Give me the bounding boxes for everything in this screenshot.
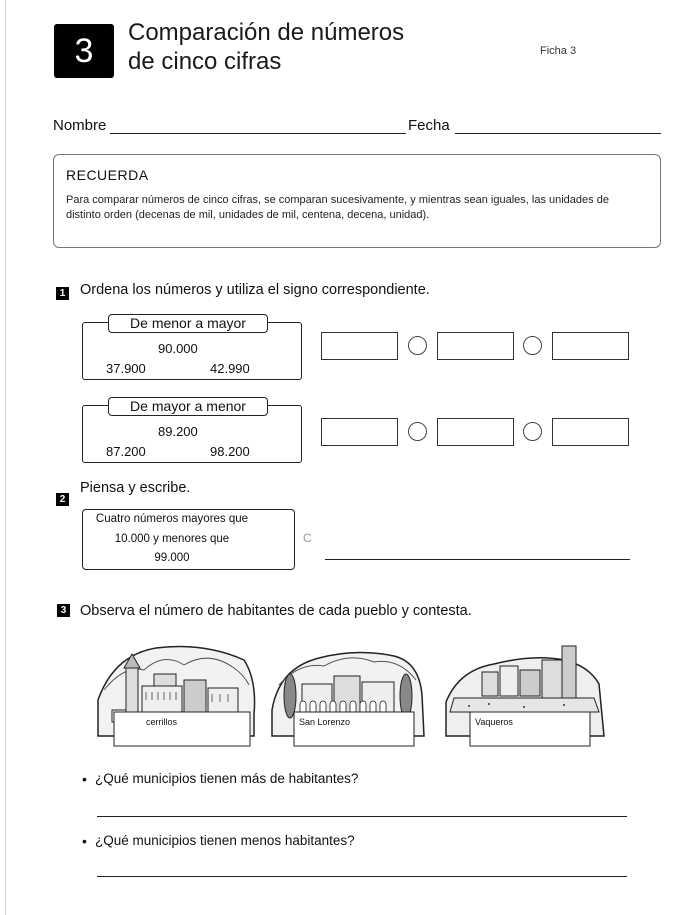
- nombre-field[interactable]: [110, 133, 406, 134]
- nombre-label: Nombre: [53, 117, 107, 134]
- village-san-lorenzo-drawing: [272, 652, 424, 746]
- village-label-san-lorenzo: San Lorenzo: [299, 717, 351, 727]
- question-3-number: 3: [57, 604, 70, 617]
- sign-circle-4[interactable]: [523, 422, 542, 441]
- village-label-vaqueros: Vaqueros: [475, 717, 513, 727]
- page-title: [128, 18, 404, 76]
- villages-illustration: [94, 640, 629, 748]
- answer-box-5[interactable]: [437, 418, 514, 446]
- answer-box-1[interactable]: [321, 332, 398, 360]
- answer-box-4[interactable]: [321, 418, 398, 446]
- bullet-1: •: [82, 771, 87, 787]
- ficha-label: Ficha 3: [540, 45, 577, 57]
- question-2-number: 2: [56, 493, 69, 506]
- number-left: 87.200: [106, 444, 146, 459]
- answer-line-fewer[interactable]: [97, 876, 627, 877]
- number-right: 98.200: [210, 444, 250, 459]
- recuerda-text: Para comparar números de cinco cifras, se comparan sucesivamente, y mientras sean iguales, las unidades de distinto orden (decenas de mil, unidades de mil, centena, decena, unidad).: [66, 194, 609, 221]
- question-3-text: Observa el número de habitantes de cada pueblo y contesta.: [80, 603, 472, 619]
- answer-box-3[interactable]: [552, 332, 629, 360]
- sign-circle-2[interactable]: [523, 336, 542, 355]
- answer-mark: C: [303, 531, 312, 545]
- answer-line-q2[interactable]: [325, 559, 630, 560]
- title-line-2: de cinco cifras: [128, 48, 282, 75]
- condition-line-2: 10.000 y menores que: [114, 533, 230, 545]
- recuerda-title: RECUERDA: [66, 167, 149, 183]
- answer-line-more[interactable]: [97, 816, 627, 817]
- condition-line-1: Cuatro números mayores que: [95, 513, 249, 525]
- ascending-label: De menor a mayor: [108, 314, 268, 333]
- question-fewer-inhabitants: ¿Qué municipios tienen menos habitantes?: [95, 833, 355, 848]
- condition-line-3: 99.000: [154, 552, 190, 564]
- number-top: 89.200: [158, 424, 198, 439]
- question-1-number: 1: [56, 287, 69, 300]
- question-1-text: Ordena los números y utiliza el signo correspondiente.: [80, 282, 430, 298]
- village-label-cerrillos: cerrillos: [146, 717, 178, 727]
- answer-box-6[interactable]: [552, 418, 629, 446]
- answer-box-2[interactable]: [437, 332, 514, 360]
- number-top: 90.000: [158, 341, 198, 356]
- number-left: 37.900: [106, 361, 146, 376]
- question-2-text: Piensa y escribe.: [80, 480, 191, 496]
- worksheet-number-badge: 3: [54, 24, 114, 78]
- sign-circle-1[interactable]: [408, 336, 427, 355]
- fecha-field[interactable]: [455, 133, 661, 134]
- page-margin-rule: [5, 0, 6, 915]
- fecha-label: Fecha: [408, 117, 450, 134]
- descending-label: De mayor a menor: [108, 397, 268, 416]
- sign-circle-3[interactable]: [408, 422, 427, 441]
- number-right: 42.990: [210, 361, 250, 376]
- title-line-1: Comparación de números: [128, 19, 405, 46]
- village-cerrillos-drawing: [98, 647, 255, 747]
- village-vaqueros-drawing: [446, 646, 604, 746]
- question-more-inhabitants: ¿Qué municipios tienen más de habitantes?: [95, 771, 359, 786]
- bullet-2: •: [82, 833, 87, 849]
